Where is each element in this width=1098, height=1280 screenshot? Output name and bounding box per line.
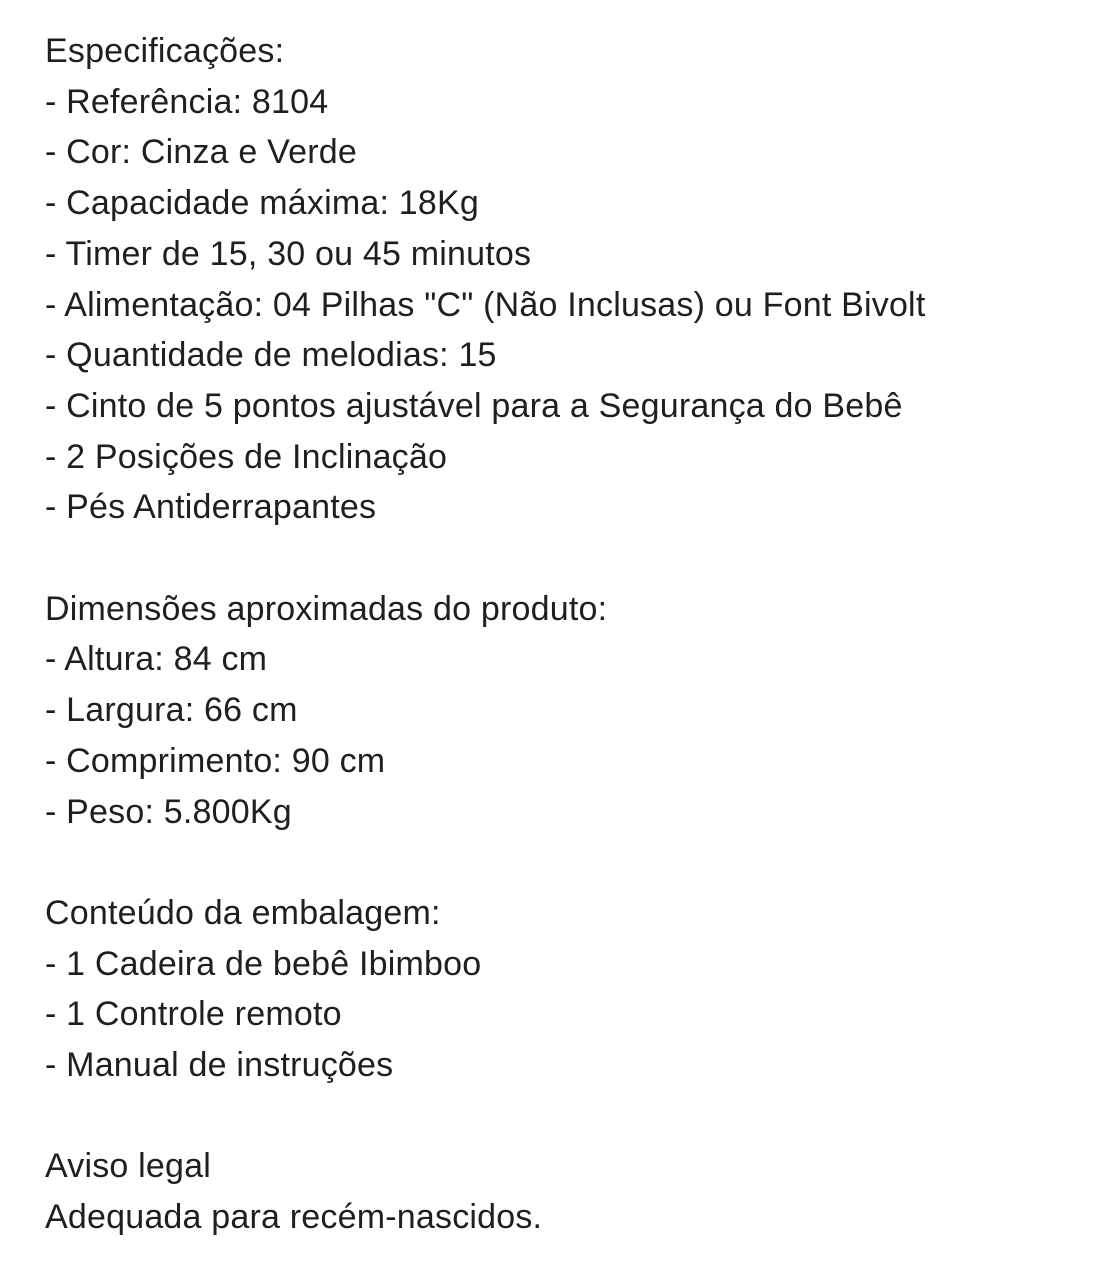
spec-item-timer: - Timer de 15, 30 ou 45 minutos: [45, 234, 532, 273]
package-item-manual: - Manual de instruções: [45, 1046, 394, 1085]
spec-item-max-capacity: - Capacidade máxima: 18Kg: [45, 184, 480, 223]
package-item-chair: - 1 Cadeira de bebê Ibimboo: [45, 944, 482, 983]
spec-item-reference: - Referência: 8104: [45, 82, 329, 121]
spec-item-melodies: - Quantidade de melodias: 15: [45, 336, 497, 375]
spec-item-feet: - Pés Antiderrapantes: [45, 488, 377, 527]
package-contents-heading: Conteúdo da embalagem:: [45, 893, 441, 932]
dimensions-heading: Dimensões aproximadas do produto:: [45, 589, 608, 628]
specifications-section: [45, 26, 1085, 533]
dimension-item-length: - Comprimento: 90 cm: [45, 741, 386, 780]
legal-notice-heading: Aviso legal: [45, 1147, 212, 1186]
product-description: [45, 26, 1085, 1243]
specifications-heading: Especificações:: [45, 32, 285, 70]
dimension-item-weight: - Peso: 5.800Kg: [45, 792, 292, 831]
package-contents-section: [45, 888, 1085, 1091]
legal-notice-section: [45, 1141, 1085, 1242]
package-item-remote: - 1 Controle remoto: [45, 995, 342, 1034]
dimension-item-width: - Largura: 66 cm: [45, 691, 298, 730]
dimensions-section: [45, 584, 1085, 838]
spec-item-power: - Alimentação: 04 Pilhas "C" (Não Inclusas) ou Font Bivolt: [45, 285, 926, 324]
dimension-item-height: - Altura: 84 cm: [45, 640, 268, 679]
spec-item-color: - Cor: Cinza e Verde: [45, 133, 358, 172]
spec-item-seat-belt: - Cinto de 5 pontos ajustável para a Segurança do Bebê: [45, 386, 903, 425]
spec-item-recline: - 2 Posições de Inclinação: [45, 437, 448, 476]
legal-notice-text: Adequada para recém-nascidos.: [45, 1198, 543, 1237]
